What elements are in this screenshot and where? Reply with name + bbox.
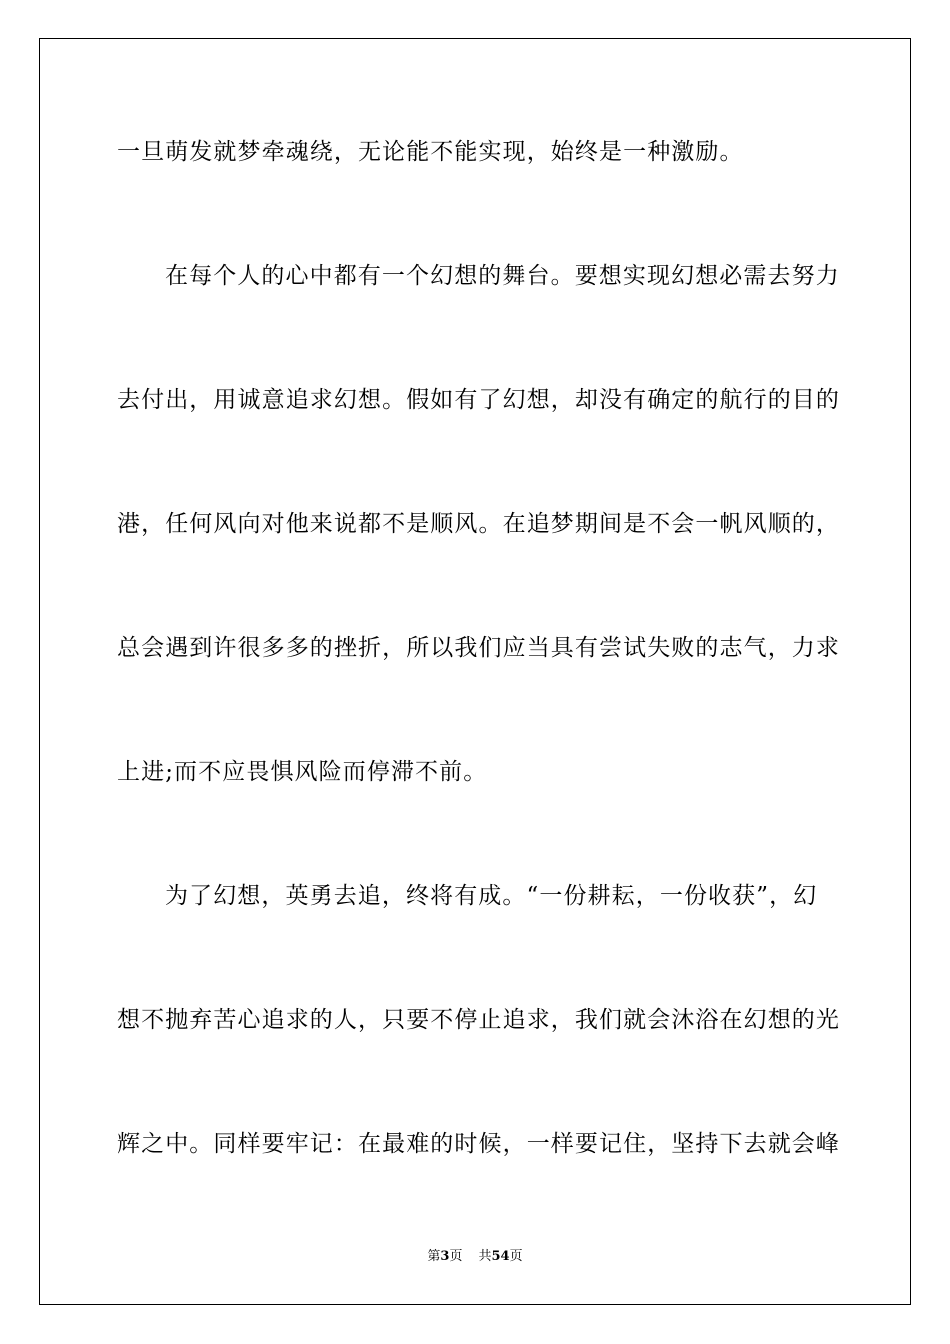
page-suffix: 页 xyxy=(449,1249,463,1264)
paragraph-line-6: 上进;而不应畏惧风险而停滞不前。 xyxy=(117,759,488,785)
paragraph-line-4: 港，任何风向对他来说都不是顺风。在追梦期间是不会一帆风顺的， xyxy=(117,511,840,537)
paragraph-line-3: 去付出，用诚意追求幻想。假如有了幻想，却没有确定的航行的目的 xyxy=(117,387,840,413)
paragraph-line-7: 为了幻想，英勇去追，终将有成。“一份耕耘，一份收获”，幻 xyxy=(165,883,818,909)
paragraph-line-8: 想不抛弃苦心追求的人，只要不停止追求，我们就会沐浴在幻想的光 xyxy=(117,1007,840,1033)
page-footer xyxy=(0,1248,950,1266)
total-pages: 54 xyxy=(491,1249,510,1264)
paragraph-line-2: 在每个人的心中都有一个幻想的舞台。要想实现幻想必需去努力 xyxy=(165,263,840,289)
paragraph-line-9: 辉之中。同样要牢记：在最难的时候，一样要记住，坚持下去就会峰 xyxy=(117,1131,840,1157)
total-suffix: 页 xyxy=(509,1249,523,1264)
total-prefix: 共 xyxy=(478,1249,492,1264)
page-number: 3 xyxy=(440,1249,450,1264)
page-prefix: 第 xyxy=(427,1249,441,1264)
page-border xyxy=(39,38,911,1305)
paragraph-line-5: 总会遇到许很多多的挫折，所以我们应当具有尝试失败的志气，力求 xyxy=(117,635,840,661)
paragraph-line-1: 一旦萌发就梦牵魂绕，无论能不能实现，始终是一种激励。 xyxy=(117,139,744,165)
